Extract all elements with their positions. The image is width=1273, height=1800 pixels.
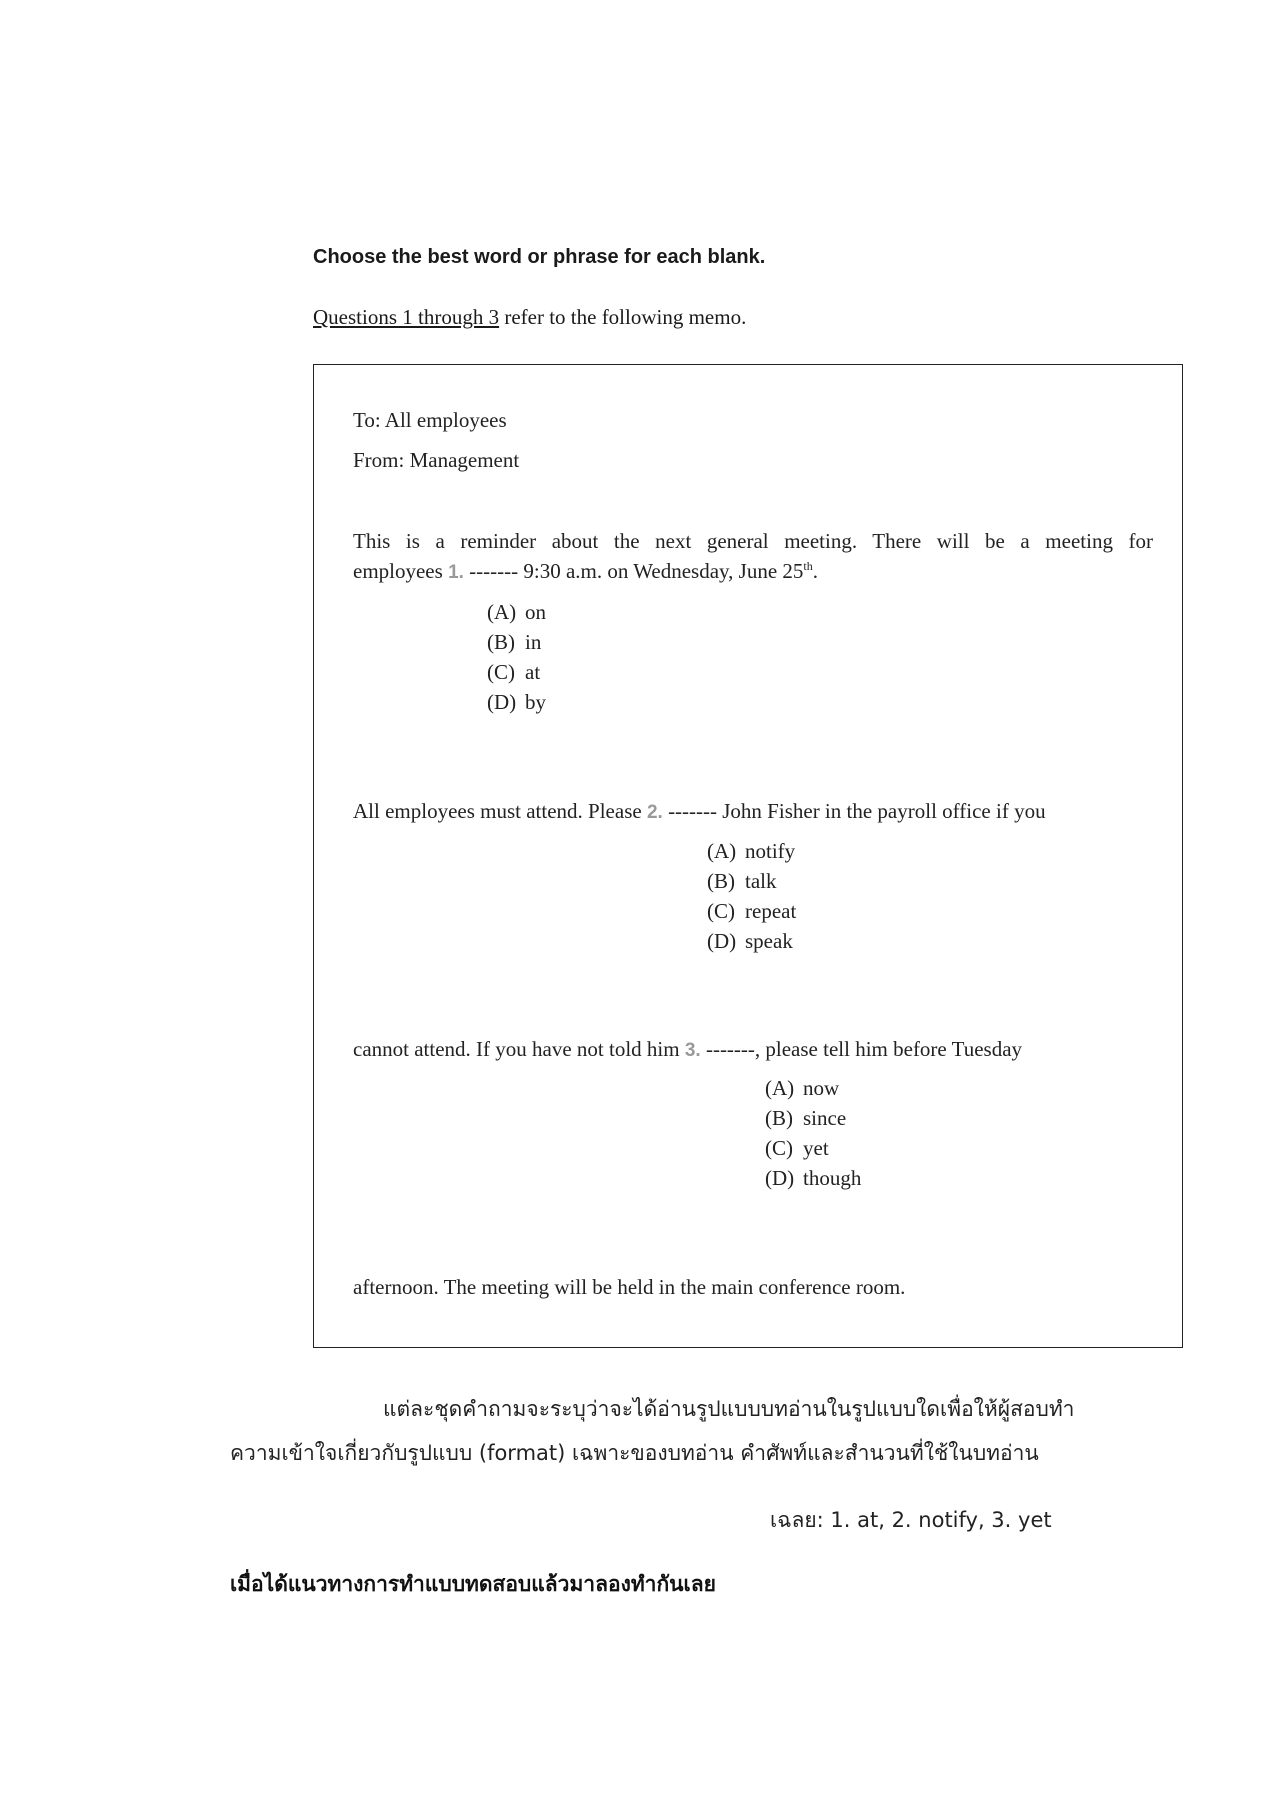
q1-end: . [812, 559, 818, 583]
q2-option-d[interactable] [707, 929, 793, 954]
q3-option-d[interactable] [765, 1166, 861, 1191]
q2-lead-text: All employees must attend. Please [353, 799, 647, 823]
q2-option-d-letter: (D) [707, 929, 737, 953]
q1-number: 1. [448, 562, 464, 583]
q3-lead-text: cannot attend. If you have not told him [353, 1037, 685, 1061]
q1-option-a-letter: (A) [487, 600, 517, 624]
q3-option-d-letter: (D) [765, 1166, 795, 1190]
answer-key: เฉลย: 1. at, 2. notify, 3. yet [770, 1508, 1052, 1532]
memo-paragraph-3 [353, 1037, 1022, 1062]
q3-option-b-letter: (B) [765, 1106, 793, 1130]
q1-option-c-text: at [525, 660, 541, 684]
memo-from: From: Management [353, 448, 520, 472]
q2-blank-text: ------- John Fisher in the payroll office if you [662, 799, 1046, 823]
q2-option-c-letter: (C) [707, 899, 735, 923]
q2-option-d-text: speak [745, 929, 793, 953]
q1-option-d[interactable] [487, 690, 546, 715]
q3-option-a[interactable] [765, 1076, 839, 1101]
q3-option-c-text: yet [803, 1136, 829, 1160]
memo-to: To: All employees [353, 408, 507, 432]
q1-option-c[interactable] [487, 660, 540, 685]
q3-option-c-letter: (C) [765, 1136, 793, 1160]
q2-option-b[interactable] [707, 869, 777, 894]
closing-heading: เมื่อได้แนวทางการทำแบบทดสอบแล้วมาลองทำกันเลย [230, 1572, 716, 1596]
q2-option-a[interactable] [707, 839, 795, 864]
q3-number: 3. [684, 1040, 701, 1061]
instruction-heading: Choose the best word or phrase for each blank. [313, 246, 766, 268]
q1-option-c-letter: (C) [487, 660, 515, 684]
q1-option-b[interactable] [487, 630, 541, 655]
memo-paragraph-2 [353, 799, 1046, 824]
q1-option-b-text: in [525, 630, 542, 654]
q3-option-b[interactable] [765, 1106, 846, 1131]
thai-explanation-line-1: แต่ละชุดคำถามจะระบุว่าจะได้อ่านรูปแบบบทอ่านในรูปแบบใดเพื่อให้ผู้สอบทำ [383, 1397, 1075, 1421]
memo-paragraph-1-line-1: This is a reminder about the next general meeting. There will be a meeting for [353, 529, 1153, 553]
q3-blank-text: -------, please tell him before Tuesday [700, 1037, 1023, 1061]
q1-option-a[interactable] [487, 600, 546, 625]
q3-option-c[interactable] [765, 1136, 829, 1161]
q3-option-b-text: since [803, 1106, 847, 1130]
q2-option-c[interactable] [707, 899, 796, 924]
q3-option-a-text: now [803, 1076, 840, 1100]
q2-option-b-text: talk [745, 869, 777, 893]
q1-blank-text: ------- 9:30 a.m. on Wednesday, June 25 [463, 559, 804, 583]
reference-rest: refer to the following memo. [499, 305, 747, 329]
q1-superscript: th [803, 559, 813, 573]
q1-lead-text: employees [353, 559, 449, 583]
q2-option-c-text: repeat [745, 899, 797, 923]
q2-option-a-text: notify [745, 839, 796, 863]
questions-reference [313, 305, 746, 330]
q1-option-a-text: on [525, 600, 546, 624]
memo-paragraph-1-line-2 [353, 559, 818, 584]
q1-option-d-letter: (D) [487, 690, 517, 714]
q2-option-a-letter: (A) [707, 839, 737, 863]
questions-range: Questions 1 through 3 [313, 305, 500, 329]
q1-option-b-letter: (B) [487, 630, 515, 654]
q1-option-d-text: by [525, 690, 546, 714]
q2-number: 2. [646, 802, 663, 823]
memo-closing: afternoon. The meeting will be held in the main conference room. [353, 1275, 906, 1299]
q3-option-d-text: though [803, 1166, 862, 1190]
q2-option-b-letter: (B) [707, 869, 735, 893]
thai-explanation-line-2: ความเข้าใจเกี่ยวกับรูปแบบ (format) เฉพาะของบทอ่าน คำศัพท์และสำนวนที่ใช้ในบทอ่าน [230, 1441, 1039, 1465]
q3-option-a-letter: (A) [765, 1076, 795, 1100]
